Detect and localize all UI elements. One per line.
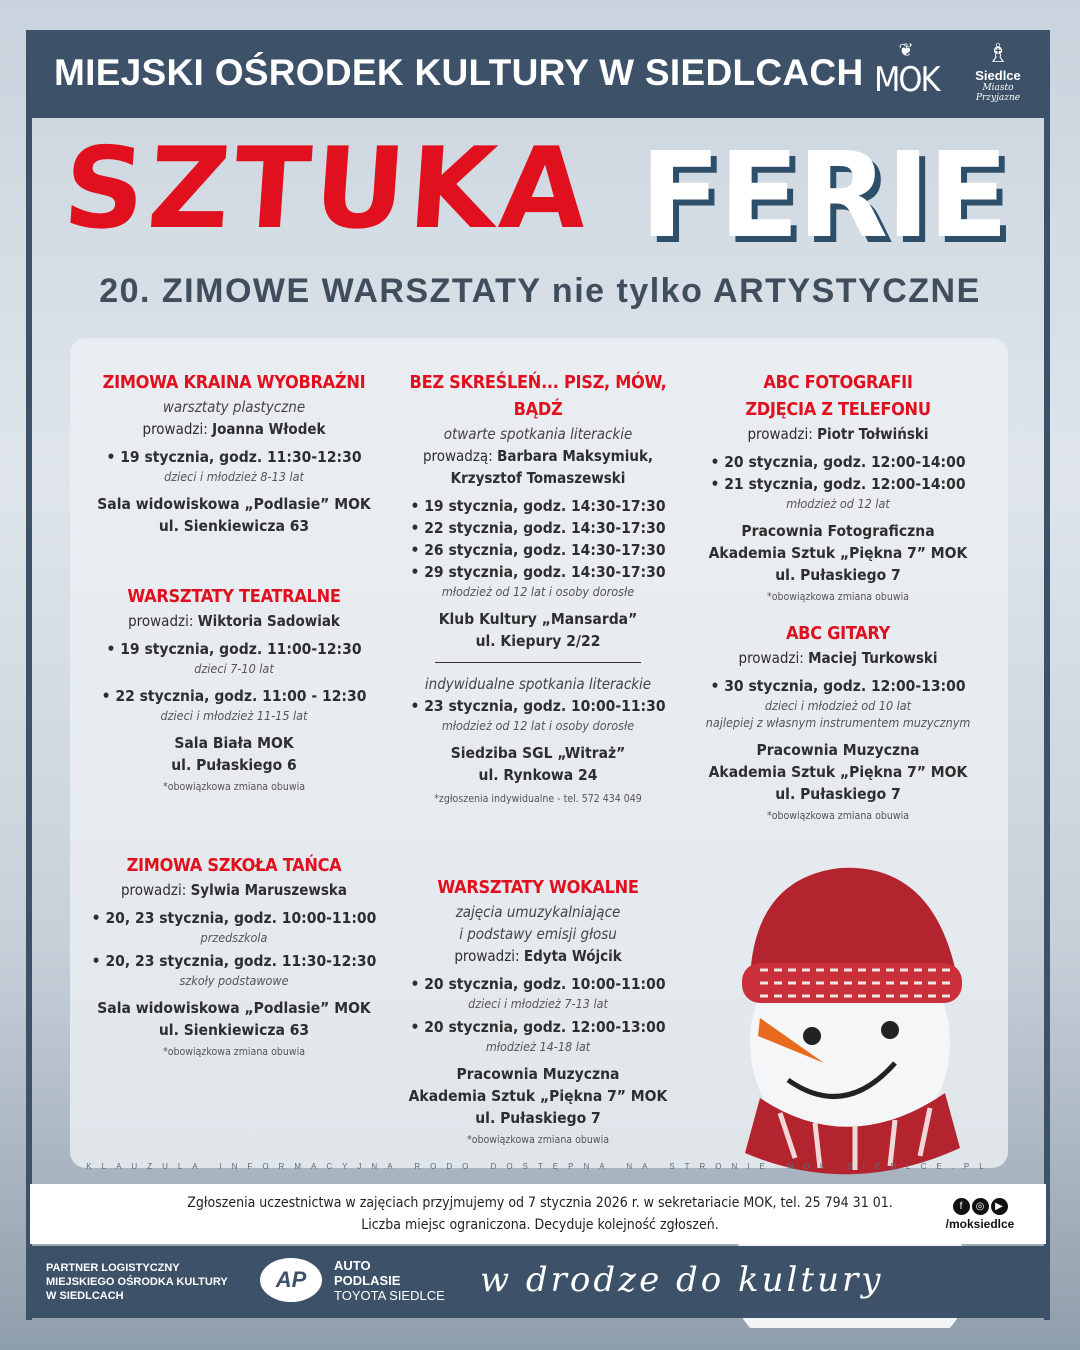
title-ferie: FERIE bbox=[640, 126, 1007, 264]
workshop-heading: BEZ SKREŚLEŃ... PISZ, MÓW, BĄDŹ bbox=[409, 372, 667, 420]
subtitle: 20. ZIMOWE WARSZTATY nie tylko ARTYSTYCZNE bbox=[99, 272, 981, 310]
auto-podlasie-name: AUTO PODLASIE TOYOTA SIEDLCE bbox=[334, 1258, 445, 1303]
partner-label: PARTNER LOGISTYCZNY MIEJSKIEGO OŚRODKA KULTURY W SIEDLCACH bbox=[46, 1262, 228, 1302]
social-links bbox=[942, 1196, 1018, 1231]
figure-icon: ♗ bbox=[986, 38, 1010, 68]
workshop-heading: WARSZTATY WOKALNE bbox=[437, 877, 639, 898]
workshop-heading: ABC GITARY bbox=[785, 623, 891, 644]
instagram-icon[interactable]: ◎ bbox=[972, 1198, 989, 1215]
workshop-vocal: WARSZTATY WOKALNE zajęcia umuzykalniające i podstawy emisji głosu prowadzi: Edyta Wójcik • 20 stycznia, godz. 10:00-11:00 dzieci i młodzież 7-13 lat • 20 stycznia, godz. 12:00-13:00 młodzież 14-18 lat Pracownia Muzyczna Akademia Sztuk „Piękna 7” MOK ul. Pułaskiego 7 *obowiązkowa zmiana obuwia bbox=[385, 874, 691, 1147]
title-sztuka: SZTUKA bbox=[59, 124, 596, 254]
footer-bar bbox=[30, 1246, 1046, 1318]
workshop-heading: ZIMOWA KRAINA WYOBRAŹNI bbox=[102, 372, 366, 393]
column-1 bbox=[90, 369, 378, 1059]
workshop-photography: ABC FOTOGRAFII ZDJĘCIA Z TELEFONU prowadzi: Piotr Tołwiński • 20 stycznia, godz. 12:00-14:00 • 21 stycznia, godz. 12:00-14:00 młodzież od 12 lat Pracownia Fotograficzna Akademia Sztuk „Piękna 7” MOK ul. Pułaskiego 7 *obowiązkowa zmiana obuwia bbox=[694, 369, 982, 604]
header-bar bbox=[26, 30, 1050, 118]
social-handle[interactable]: /moksiedlce bbox=[945, 1217, 1015, 1231]
bird-icon: ❦ bbox=[898, 40, 914, 60]
divider bbox=[435, 662, 641, 663]
rodo-clause: KLAUZULA INFORMACYJNA RODO DOSTĘPNA NA STRONIE MOK.SIEDLCE.PL bbox=[86, 1162, 994, 1171]
workshop-imagination: ZIMOWA KRAINA WYOBRAŹNI warsztaty plastyczne prowadzi: Joanna Włodek • 19 stycznia, godz. 11:30-12:30 dzieci i młodzież 8-13 lat Sala widowiskowa „Podlasie” MOK ul. Sienkiewicza 63 bbox=[90, 369, 378, 537]
workshop-heading: ABC FOTOGRAFII bbox=[763, 372, 913, 393]
facebook-icon[interactable]: f bbox=[953, 1198, 970, 1215]
siedlce-logo: ♗ Siedlce Miasto Przyjazne bbox=[968, 38, 1028, 114]
org-name: MIEJSKI OŚRODEK KULTURY W SIEDLCACH bbox=[54, 52, 864, 93]
mok-logo: ❦ MOK bbox=[874, 40, 939, 100]
column-3 bbox=[694, 369, 982, 823]
slogan: w drodze do kultury bbox=[480, 1260, 884, 1300]
workshop-guitar: ABC GITARY prowadzi: Maciej Turkowski • 30 stycznia, godz. 12:00-13:00 dzieci i młodzież od 10 lat najlepiej z własnym instrumentem muzycznym Pracownia Muzyczna Akademia Sztuk „Piękna 7” MOK ul. Pułaskiego 7 *obowiązkowa zmiana obuwia bbox=[694, 620, 982, 823]
workshop-literary: BEZ SKREŚLEŃ... PISZ, MÓW, BĄDŹ otwarte spotkania literackie prowadzą: Barbara Maksymiuk, Krzysztof Tomaszewski • 19 stycznia, godz. 14:30-17:30 • 22 stycznia, godz. 14:30-17:30 • 26 stycznia, godz. 14:30-17:30 • 29 stycznia, godz. 14:30-17:30 młodzież od 12 lat i osoby dorosłe Klub Kultury „Mansarda” ul. Kiepury 2/22 indywidualne spotkania literackie • 23 stycznia, godz. 10:00-11:30 młodzież od 12 lat i osoby dorosłe Siedziba SGL „Witraż” ul. Rynkowa 24 *zgłoszenia indywidualne - tel. 572 434 049 bbox=[385, 369, 691, 806]
workshop-heading: ZIMOWA SZKOŁA TAŃCA bbox=[126, 855, 342, 876]
auto-podlasie-logo: AP bbox=[260, 1258, 322, 1302]
workshop-dance: ZIMOWA SZKOŁA TAŃCA prowadzi: Sylwia Maruszewska • 20, 23 stycznia, godz. 10:00-11:00 przedszkola • 20, 23 stycznia, godz. 11:30-12:30 szkoły podstawowe Sala widowiskowa „Podlasie” MOK ul. Sienkiewicza 63 *obowiązkowa zmiana obuwia bbox=[90, 852, 378, 1059]
registration-info: Zgłoszenia uczestnictwa w zajęciach przyjmujemy od 7 stycznia 2026 r. w sekretariacie MOK, tel. 25 794 31 01. Liczba miejsc ograniczona. Decyduje kolejność zgłoszeń. bbox=[187, 1195, 893, 1233]
youtube-icon[interactable]: ▶ bbox=[991, 1198, 1008, 1215]
info-bar bbox=[30, 1184, 1046, 1244]
workshop-theatre: WARSZTATY TEATRALNE prowadzi: Wiktoria Sadowiak • 19 stycznia, godz. 11:00-12:30 dzieci 7-10 lat • 22 stycznia, godz. 11:00 - 12:30 dzieci i młodzież 11-15 lat Sala Biała MOK ul. Pułaskiego 6 *obowiązkowa zmiana obuwia bbox=[90, 583, 378, 794]
column-2 bbox=[385, 369, 691, 1147]
workshop-heading: WARSZTATY TEATRALNE bbox=[127, 586, 341, 607]
